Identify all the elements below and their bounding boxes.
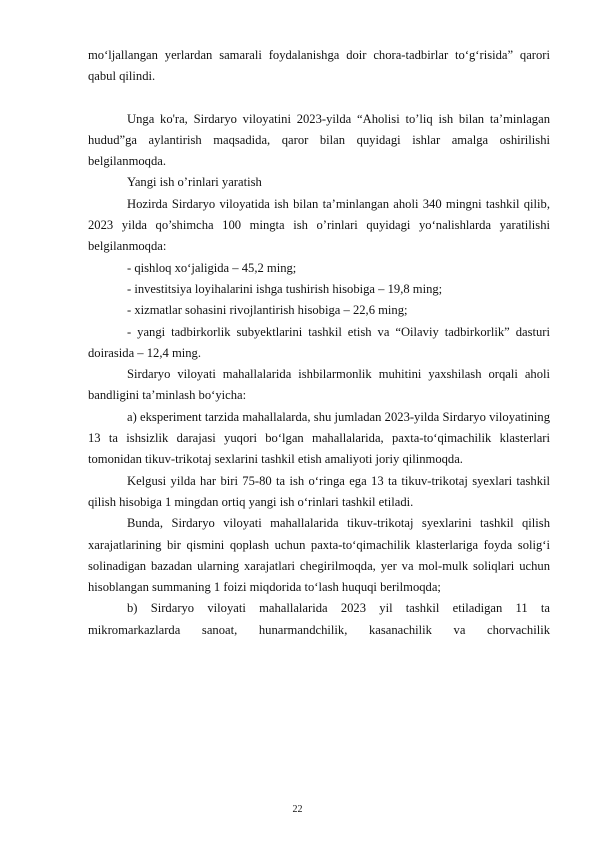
list-item: - yangi tadbirkorlik subyektlarini tashkil etish va “Oilaviy tadbirkorlik” dasturi doirasida – 12,4 ming.: [88, 324, 550, 360]
document-body: [88, 45, 550, 641]
page-number: 22: [292, 804, 303, 815]
paragraph-workshops: Kelgusi yilda har biri 75-80 ta ish o‘ringa ega 13 ta tikuv-trikotaj syexlari tashkil qilish hisobiga 1 mingdan ortiq yangi ish o‘rinlari tashkil etiladi.: [88, 473, 550, 509]
paragraph-employment: Hozirda Sirdaryo viloyatida ish bilan ta’minlangan aholi 340 mingni tashkil qilib, 2023 yilda qo’shimcha 100 mingta ish o’rinlari quyidagi yo‘nalishlarda yaratilishi belgilanmoqda:: [88, 196, 550, 254]
list-item: - investitsiya loyihalarini ishga tushirish hisobiga – 19,8 ming;: [127, 281, 443, 296]
paragraph-tax-benefit: Bunda, Sirdaryo viloyati mahallalarida tikuv-trikotaj syexlarini tashkil qilish xarajatlarining bir qismini qoplash uchun paxta-to‘qimachilik klasterlariga foyda solig‘i solinadigan bazadan ularning xarajatlari chegirilmoqda, yer va mol-mulk soliqlari uchun hisoblangan summaning 1 foizi miqdorida to‘lash huquqi berilmoqda;: [88, 516, 550, 595]
paragraph-intro: Unga ko'ra, Sirdaryo viloyatini 2023-yilda “Aholisi to’liq ish bilan ta’minlagan hudud”ga aylantirish maqsadida, qaror bilan quyidagi ishlar amalga oshirilishi belgilanmoqda.: [88, 111, 550, 169]
section-heading: Yangi ish o’rinlari yaratish: [127, 175, 262, 190]
list-item: - xizmatlar sohasini rivojlantirish hisobiga – 22,6 ming;: [127, 303, 408, 318]
paragraph-item-a: a) eksperiment tarzida mahallalarda, shu jumladan 2023-yilda Sirdaryo viloyatining 13 ta ishsizlik darajasi yuqori bo‘lgan mahallalarida, paxta-to‘qimachilik klasterlari tomonidan tikuv-trikotaj sexlarini tashkil etish amaliyoti joriy qilinmoqda.: [88, 409, 550, 467]
paragraph-business-environment: Sirdaryo viloyati mahallalarida ishbilarmonlik muhitini yaxshilash orqali aholi bandligini ta’minlash bo‘yicha:: [88, 367, 550, 403]
paragraph-item-b: b) Sirdaryo viloyati mahallalarida 2023 yil tashkil etiladigan 11 ta mikromarkazlarda sanoat, hunarmandchilik, kasanachilik va chorvachilik: [88, 601, 550, 637]
paragraph-gap: [88, 88, 550, 109]
list-item: - qishloq xo‘jaligida – 45,2 ming;: [127, 260, 297, 275]
paragraph-continuation: mo‘ljallangan yerlardan samarali foydalanishga doir chora-tadbirlar to‘g‘risida” qarori qabul qilindi.: [88, 48, 550, 84]
